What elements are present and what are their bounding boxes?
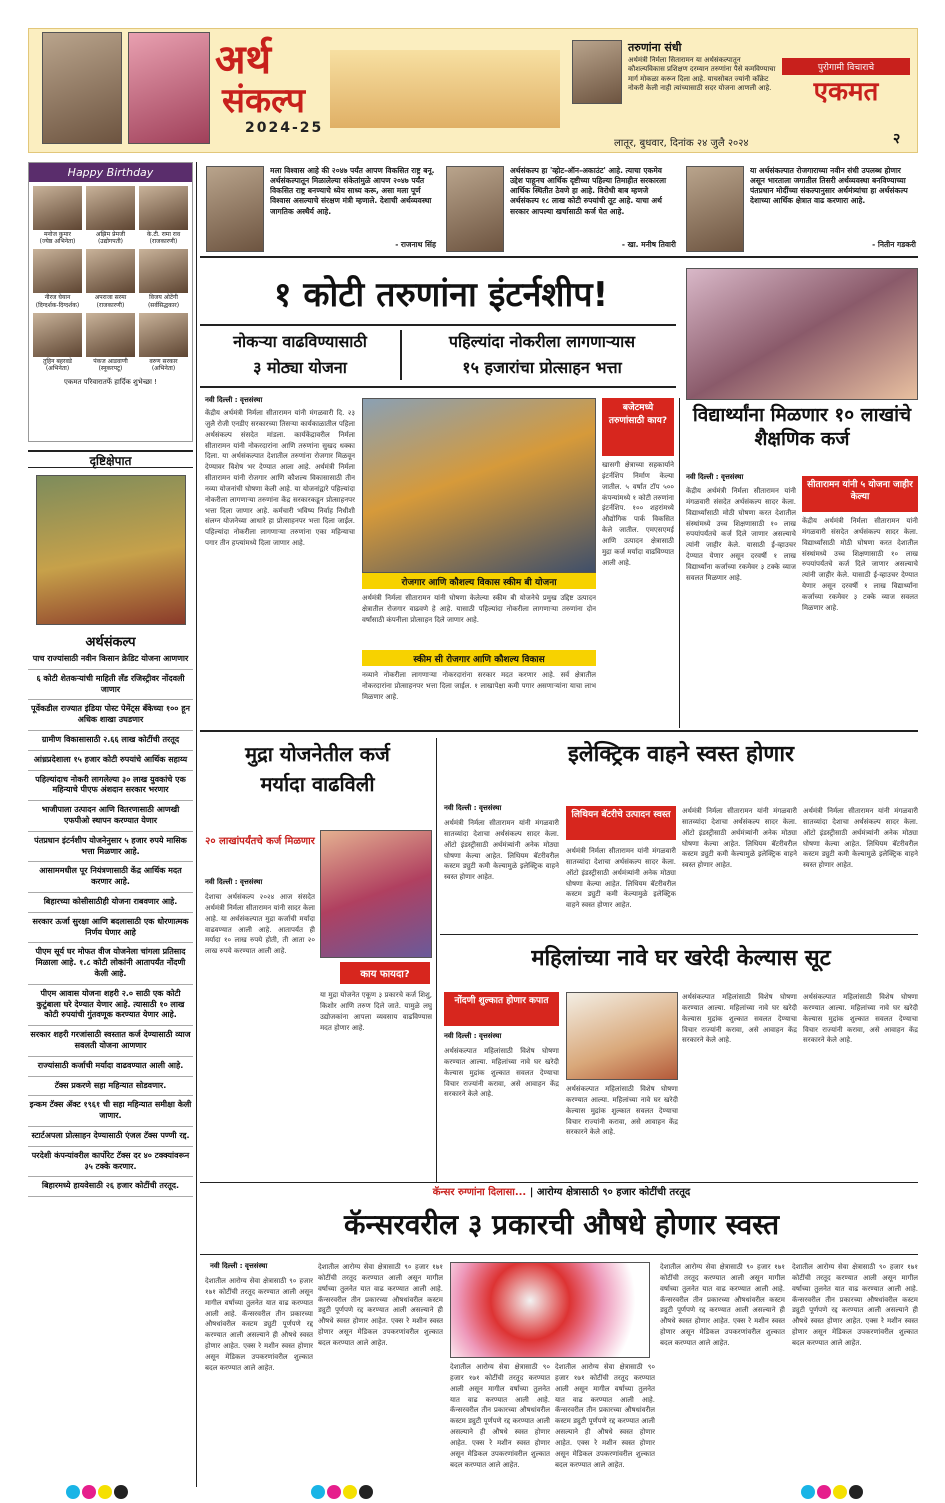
- birthday-name: के.टी. रामा राव: [146, 231, 181, 238]
- education-dateline: नवी दिल्ली : वृत्तसंस्था: [686, 473, 744, 481]
- drushti-point: सरकार ऊर्जा सुरक्षा आणि बदलासाठी एक धोरणात्मक निर्णय घेणार आहे: [28, 913, 193, 944]
- women-body-1: अर्थसंकल्पात महिलांसाठी विशेष घोषणा करण्यात आल्या. महिलांच्या नावे घर खरेदी केल्यास मुद्रांक शुल्कात सवलत देण्याचा विचार राज्यांनी करावा, असे आवाहन केंद्र सरकारने केले आहे.: [444, 1047, 559, 1099]
- drushti-point: आसाममधील पूर नियंत्रणासाठी केंद्र आर्थिक मदत करणार आहे.: [28, 862, 193, 893]
- page-number: २: [893, 131, 901, 147]
- birthday-person: [86, 313, 135, 372]
- sub-right-2: १५ हजारांचा प्रोत्साहन भत्ता: [462, 358, 622, 377]
- mudra-headline-1: मुद्रा योजनेतील कर्ज: [245, 742, 390, 766]
- birthday-role: (सर्वसिद्धकार): [147, 301, 180, 309]
- birthday-person: [33, 249, 82, 308]
- scheme-c-body: नव्याने नोकरीला लागणाऱ्या नोकरदारांना सरकार मदत करणार आहे. सर्व क्षेत्रातील नोकरदारांना प्रोत्साहनपर भत्ता दिला जाईल. १ लाखापेक्षा कमी पगार असणाऱ्यांना याचा लाभ मिळणार आहे.: [362, 671, 596, 701]
- birthday-person: [86, 186, 135, 245]
- ev-body-4: अर्थमंत्री निर्मला सीतारामन यांनी मंगळवारी सातव्यांदा देशाचा अर्थसंकल्प सादर केला. ऑटो इंडस्ट्रीसाठी अर्थमंत्र्यांनी अनेक मोठ्या घोषणा केल्या आहेत. लिथियम बॅटरीवरील कस्टम ड्युटी कमी केल्यामुळे इलेक्ट्रिक वाहने स्वस्त होणार आहेत.: [803, 807, 918, 870]
- birthday-person: [139, 249, 188, 308]
- birthday-photo: [139, 249, 188, 293]
- header-illustration: [330, 50, 560, 128]
- leader-photo-2: [128, 32, 210, 144]
- mudra-divider: [436, 738, 437, 1182]
- quote-photo: [686, 166, 744, 252]
- birthday-photo: [139, 186, 188, 230]
- birthday-role: (अभिनेता): [45, 364, 70, 372]
- birthday-photo: [33, 186, 82, 230]
- birthday-name: विजय ओटेंगी: [149, 294, 178, 302]
- section-rule-4: [200, 1254, 918, 1255]
- birthday-name: नीरज घेयान: [44, 294, 71, 302]
- birthday-person: [86, 249, 135, 308]
- birthday-person: [139, 313, 188, 372]
- women-body-3: अर्थसंकल्पात महिलांसाठी विशेष घोषणा करण्यात आल्या. महिलांच्या नावे घर खरेदी केल्यास मुद्रांक शुल्कात सवलत देण्याचा विचार राज्यांनी करावा, असे आवाहन केंद्र सरकारने केले आहे.: [682, 993, 797, 1045]
- birthday-grid: [29, 182, 192, 376]
- mudra-benefit-box: काय फायदा?: [340, 962, 430, 984]
- sub-rule: [200, 386, 676, 388]
- mudra-body: देशाचा अर्थसंकल्प २०२४ आज संसदेत अर्थमंत्री निर्मला सीतारामन यांनी सादर केला आहे. या अर्थसंकल्पात मुद्रा कर्जाची मर्यादा वाढवण्यात आली आहे. आतापर्यंत ही मर्यादा १० लाख रुपये होती, ती आता २० लाख रुपये करण्यात आली आहे.: [205, 893, 315, 956]
- cancer-body-5: देशातील आरोग्य सेवा क्षेत्रासाठी ९० हजार १७१ कोटींची तरतूद करण्यात आली असून मागील वर्षाच्या तुलनेत यात वाढ करण्यात आली आहे. कॅन्सरवरील तीन प्रकारच्या औषधांवरील कस्टम ड्युटी पूर्णपणे रद्द करण्यात आली असल्याने ही औषधे स्वस्त होणार आहेत. एक्स रे मशीन स्वस्त होणार असून मेडिकल उपकरणांवरील शुल्कात बदल करण्यात आले आहेत.: [660, 1263, 785, 1347]
- main-body: केंद्रीय अर्थमंत्री निर्मला सीतारामन यांनी मंगळवारी दि. २३ जुलै रोजी एनडीए सरकारच्या तिसऱ्या कार्यकाळातील पहिला अर्थसंकल्प संसदेत मांडला. कार्यकेंद्रावरील निर्मला सीतारामन यांनी नोकरदारांना आणि तरुणांना सुखद धक्का दिला. या अर्थसंकल्पात देशातील तरुणांना रोजगार मिळवून देण्यावर विशेष भर देण्यात आला आहे. अर्थमंत्री निर्मला सीतारामन यांनी रोजगार आणि कौशल्य विकासासाठी तीन नव्या योजनांची घोषणा केली आहे. या योजनांद्वारे पहिल्यांदा नोकरीला लागणाऱ्या तरुणांना केंद्र सरकारकडून प्रोत्साहनपर भत्ता दिला जाणार आहे. कर्मचारी भविष्य निर्वाह निधीशी संलग्न योजनेच्या आधारे हा प्रोत्साहनपर भत्ता दिला जाईल. पहिल्यांदा नोकरीला लागणाऱ्या तरुणांना एका महिन्याचा पगार तीन हप्त्यांमध्ये दिला जाणार आहे.: [205, 409, 355, 548]
- drushti-point: भाजीपाला उत्पादन आणि वितरणासाठी आणखी एफपीओ स्थापन करण्यात येणार: [28, 801, 193, 832]
- budget-logo-line1: अर्थ: [215, 37, 272, 83]
- drushti-point: पाच राज्यांसाठी नवीन किसान क्रेडिट योजना आणणार: [28, 650, 193, 670]
- cancer-kicker: कॅन्सर रुग्णांना दिलासा... | आरोग्य क्षेत्रासाठी ९० हजार कोटींची तरतूद: [432, 1187, 691, 1198]
- drushti-point: बिहारमध्ये हायवेसाठी २६ हजार कोटींची तरतूद.: [28, 1177, 193, 1197]
- birthday-photo: [139, 313, 188, 357]
- cancer-kicker-2: आरोग्य क्षेत्रासाठी ९० हजार कोटींची तरतूद: [536, 1187, 691, 1198]
- education-body-2: केंद्रीय अर्थमंत्री निर्मला सीतारामन यांनी मंगळवारी संसदेत अर्थसंकल्प सादर केला. विद्यार्थ्यांसाठी मोठी घोषणा करत देशातील संस्थांमध्ये उच्च शिक्षणासाठी १० लाख रुपयांपर्यंतचे कर्ज दिले जाणार असल्याचे त्यांनी जाहीर केले. यासाठी ई-व्हाउचर देण्यात येणार असून दरवर्षी १ लाख विद्यार्थ्यांना कर्जाच्या रकमेवर ३ टक्के व्याज सवलत मिळणार आहे.: [802, 517, 918, 612]
- leader-photo-1: [42, 32, 122, 144]
- quote-photo: [446, 166, 504, 252]
- section-rule-1: [200, 730, 918, 732]
- drushti-point: परदेशी कंपन्यांवरील कार्पोरेट टॅक्स दर ४० टक्क्यांवरून ३५ टक्के करणार.: [28, 1147, 193, 1178]
- drushti-point: बिहारच्या कोसीसाठीही योजना राबवणार आहे.: [28, 893, 193, 913]
- budget-logo-line2: संकल्प: [222, 81, 305, 121]
- registration-dots-right: [800, 1484, 864, 1503]
- mudra-dateline: नवी दिल्ली : वृत्तसंस्था: [205, 878, 263, 886]
- youth-question-body: खासगी क्षेत्राच्या सहकार्याने इंटर्नशिप निर्माण केल्या जातील. ५ वर्षांत टॉप ५०० कंपन्यांमध्ये १ कोटी तरुणांना इंटर्नशिप. १०० शहरांमध्ये औद्योगिक पार्क विकसित केले जातील. एमएसएमई आणि उत्पादन क्षेत्रासाठी मुद्रा कर्ज मर्यादा वाढविण्यात आली आहे.: [602, 461, 674, 567]
- scheme-b-body: अर्थमंत्री निर्मला सीतारामन यांनी घोषणा केलेल्या स्कीम बी योजनेचे प्रमुख उद्दिष्ट उत्पादन क्षेत्रातील रोजगार वाढवणे हे आहे. यासाठी पहिल्यांदा नोकरीला लागणाऱ्या तरुणांना दोन वर्षांसाठी कंपनीला प्रोत्साहन दिले जाणार आहे.: [362, 594, 596, 624]
- registration-dots-mid: [310, 1484, 374, 1503]
- birthday-name: वरुण सरकार: [149, 357, 178, 365]
- main-headline: १ कोटी तरुणांना इंटर्नशीप!: [273, 275, 609, 315]
- drushti-point: पंतप्रधान इंटर्नशीप योजनेनुसार ५ हजार रुपये मासिक भत्ता मिळणार आहे.: [28, 832, 193, 863]
- drushti-point: सरकार शहरी गरजांसाठी स्वस्तात कर्ज देण्यासाठी व्याज सवलती योजना आणणार: [28, 1026, 193, 1057]
- students-photo: [572, 40, 622, 104]
- birthday-name: पंकज आडवाणी: [93, 357, 128, 365]
- education-box: सीतारामन यांनी ५ योजना जाहीर केल्या: [802, 476, 918, 512]
- tarun-text: अर्थमंत्री निर्मला सितारामन या अर्थसंकल्पातून कौशल्यविकास प्रशिक्षण दरम्यान तरुणांना पैसे कमविण्याचा मार्ग मोकळा करून दिला आहे. याचसोबत ज्यांनी काँक्रेट नोकरी केली नाही त्यांच्यासाठी सदर योजना आणली आहे.: [628, 56, 776, 93]
- education-body-1: केंद्रीय अर्थमंत्री निर्मला सीतारामन यांनी मंगळवारी संसदेत अर्थसंकल्प सादर केला. विद्यार्थ्यांसाठी मोठी घोषणा करत देशातील संस्थांमध्ये उच्च शिक्षणासाठी १० लाख रुपयांपर्यंतचे कर्ज दिले जाणार असल्याचे त्यांनी जाहीर केले. यासाठी ई-व्हाउचर देण्यात येणार असून दरवर्षी १ लाख विद्यार्थ्यांना कर्जाच्या रकमेवर ३ टक्के व्याज सवलत मिळणार आहे.: [686, 487, 796, 582]
- birthday-photo: [86, 313, 135, 357]
- sub-right-1: पहिल्यांदा नोकरीला लागणाऱ्यास: [448, 332, 636, 351]
- women-box: नोंदणी शुल्कात होणार कपात: [444, 992, 559, 1026]
- cancer-dateline: नवी दिल्ली : वृत्तसंस्था: [210, 1262, 268, 1270]
- drushti-point: पूर्वेकडील राज्यात इंडिया पोस्ट पेमेंट्स बँकेच्या १०० हून अधिक शाखा उघडणार: [28, 700, 193, 731]
- scheme-c-title: स्कीम सी रोजगार आणि कौशल्य विकास: [362, 650, 596, 666]
- ev-body-3: अर्थमंत्री निर्मला सीतारामन यांनी मंगळवारी सातव्यांदा देशाचा अर्थसंकल्प सादर केला. ऑटो इंडस्ट्रीसाठी अर्थमंत्र्यांनी अनेक मोठ्या घोषणा केल्या आहेत. लिथियम बॅटरीवरील कस्टम ड्युटी कमी केल्यामुळे इलेक्ट्रिक वाहने स्वस्त होणार आहेत.: [682, 807, 797, 870]
- birthday-box: [28, 162, 193, 442]
- women-body-2: अर्थसंकल्पात महिलांसाठी विशेष घोषणा करण्यात आल्या. महिलांच्या नावे घर खरेदी केल्यास मुद्रांक शुल्कात सवलत देण्याचा विचार राज्यांनी करावा, असे आवाहन केंद्र सरकारने केले आहे.: [566, 1085, 678, 1137]
- sub-divider: [400, 330, 402, 380]
- drushti-point: ६ कोटी शेतकऱ्यांची माहिती लँड रजिस्ट्रीवर नोंदवली जाणार: [28, 670, 193, 701]
- cancer-kicker-1: कॅन्सर रुग्णांना दिलासा...: [432, 1187, 527, 1198]
- quote-signature: - खा. मनीष तिवारी: [621, 240, 676, 249]
- budget-year: 2024-25: [245, 120, 324, 136]
- quote-signature: - नितीन गडकरी: [872, 240, 916, 249]
- cancer-body-6: देशातील आरोग्य सेवा क्षेत्रासाठी ९० हजार १७१ कोटींची तरतूद करण्यात आली असून मागील वर्षाच्या तुलनेत यात वाढ करण्यात आली आहे. कॅन्सरवरील तीन प्रकारच्या औषधांवरील कस्टम ड्युटी पूर्णपणे रद्द करण्यात आली असल्याने ही औषधे स्वस्त होणार आहेत. एक्स रे मशीन स्वस्त होणार असून मेडिकल उपकरणांवरील शुल्कात बदल करण्यात आले आहेत.: [792, 1263, 918, 1347]
- cancer-body-4: देशातील आरोग्य सेवा क्षेत्रासाठी ९० हजार १७१ कोटींची तरतूद करण्यात आली असून मागील वर्षाच्या तुलनेत यात वाढ करण्यात आली आहे. कॅन्सरवरील तीन प्रकारच्या औषधांवरील कस्टम ड्युटी पूर्णपणे रद्द करण्यात आली असल्याने ही औषधे स्वस्त होणार आहेत. एक्स रे मशीन स्वस्त होणार असून मेडिकल उपकरणांवरील शुल्कात बदल करण्यात आले आहेत.: [555, 1363, 655, 1469]
- drushti-point: स्टार्टअपला प्रोत्साहन देण्यासाठी एंजल टॅक्स पण्णी रद्द.: [28, 1127, 193, 1147]
- quote-signature: - राजनाथ सिंह: [395, 240, 436, 249]
- workers-photo: [362, 398, 596, 573]
- birthday-photo: [86, 249, 135, 293]
- ev-body-1: अर्थमंत्री निर्मला सीतारामन यांनी मंगळवारी सातव्यांदा देशाचा अर्थसंकल्प सादर केला. ऑटो इंडस्ट्रीसाठी अर्थमंत्र्यांनी अनेक मोठ्या घोषणा केल्या आहेत. लिथियम बॅटरीवरील कस्टम ड्युटी कमी केल्यामुळे इलेक्ट्रिक वाहने स्वस्त होणार आहेत.: [444, 819, 559, 882]
- cancer-body-2: देशातील आरोग्य सेवा क्षेत्रासाठी ९० हजार १७१ कोटींची तरतूद करण्यात आली असून मागील वर्षाच्या तुलनेत यात वाढ करण्यात आली आहे. कॅन्सरवरील तीन प्रकारच्या औषधांवरील कस्टम ड्युटी पूर्णपणे रद्द करण्यात आली असल्याने ही औषधे स्वस्त होणार आहेत. एक्स रे मशीन स्वस्त होणार असून मेडिकल उपकरणांवरील शुल्कात बदल करण्यात आले आहेत.: [318, 1263, 443, 1347]
- birthday-role: (अभिनेता): [151, 364, 176, 372]
- ev-headline: इलेक्ट्रिक वाहने स्वस्त होणार: [567, 742, 795, 767]
- youth-question-box: बजेटमध्ये तरुणांसाठी काय?: [602, 398, 674, 456]
- tagline: पुरोगामी विचाराचे: [782, 58, 910, 75]
- drushti-list: [28, 650, 193, 1485]
- column-divider: [196, 162, 197, 1487]
- masthead: एकमत: [813, 77, 879, 107]
- birthday-wish: एकमत परिवारातर्फे हार्दिक शुभेच्छा !: [64, 378, 157, 387]
- birthday-photo: [33, 249, 82, 293]
- cancer-body-1: देशातील आरोग्य सेवा क्षेत्रासाठी ९० हजार १७१ कोटींची तरतूद करण्यात आली असून मागील वर्षाच्या तुलनेत यात वाढ करण्यात आली आहे. कॅन्सरवरील तीन प्रकारच्या औषधांवरील कस्टम ड्युटी पूर्णपणे रद्द करण्यात आली असल्याने ही औषधे स्वस्त होणार आहेत. एक्स रे मशीन स्वस्त होणार असून मेडिकल उपकरणांवरील शुल्कात बदल करण्यात आले आहेत.: [205, 1277, 313, 1372]
- quote-photo: [206, 166, 264, 252]
- birthday-role: (राजकारणी): [149, 238, 178, 246]
- drushti-point: ग्रामीण विकासासाठी २.६६ लाख कोटींची तरतूद: [28, 731, 193, 751]
- section-rule-2: [440, 934, 918, 935]
- cancer-headline: कॅन्सरवरील ३ प्रकारची औषधे होणार स्वस्त: [343, 1208, 780, 1241]
- quote-text: मला विश्वास आहे की २०४७ पर्यंत आपण विकसित राष्ट्र बनू. अर्थसंकल्पातून मिळालेल्या संकेतांमुळे आपण २०४७ पर्यंत विकसित राष्ट्र बनण्याचे ध्येय साध्य करू, असा मला पूर्ण विश्वास असल्याचे संरक्षण मंत्री म्हणाले. देशाची अर्थव्यवस्था जागतिक अस्थैर्य आहे.: [270, 166, 435, 216]
- birthday-person: [33, 186, 82, 245]
- birthday-name: अपराजा सरमा: [94, 294, 127, 302]
- birthday-role: (ज्येष्ठ अभिनेता): [39, 238, 76, 246]
- drushti-point: आंध्रप्रदेशाला १५ हजार कोटी रुपयांचे आर्थिक सहाय्य: [28, 751, 193, 771]
- quote-text: या अर्थसंकल्पात रोजगाराच्या नवीन संधी उपलब्ध होणार असून भारताला जगातील तिसरी अर्थव्यवस्था बनविण्याच्या पंतप्रधान मोदींच्या संकल्पानुसार अर्थमंत्र्यांचा हा अर्थसंकल्प देशाच्या आर्थिक क्षेत्रात वाढ करणारा आहे.: [750, 166, 908, 206]
- headline-rule: [200, 324, 676, 326]
- birthday-person: [139, 186, 188, 245]
- drushti-point: टॅक्स प्रकरणे सहा महिन्यात सोडवणार.: [28, 1077, 193, 1097]
- drushti-heading: अर्थसंकल्प: [85, 635, 136, 650]
- ev-box: लिथियन बॅटरीचे उत्पादन स्वस्त: [566, 806, 676, 840]
- mudra-sub: २० लाखांपर्यंतचे कर्ज मिळणार: [205, 836, 315, 847]
- birthday-name: तुहिन बहरवडे: [42, 357, 72, 365]
- main-dateline: नवी दिल्ली : वृत्तसंस्था: [205, 396, 263, 404]
- sub-left-1: नोकऱ्या वाढविण्यासाठी: [233, 332, 367, 351]
- birthday-role: (राजकारणी): [96, 301, 125, 309]
- education-headline: विद्यार्थ्यांना मिळणार १० लाखांचे शैक्षणिक कर्ज: [692, 404, 912, 450]
- birthday-photo: [86, 186, 135, 230]
- ev-body-2: अर्थमंत्री निर्मला सीतारामन यांनी मंगळवारी सातव्यांदा देशाचा अर्थसंकल्प सादर केला. ऑटो इंडस्ट्रीसाठी अर्थमंत्र्यांनी अनेक मोठ्या घोषणा केल्या आहेत. लिथियम बॅटरीवरील कस्टम ड्युटी कमी केल्यामुळे इलेक्ट्रिक वाहने स्वस्त होणार आहेत.: [566, 847, 676, 910]
- birthday-photo: [33, 313, 82, 357]
- women-dateline: नवी दिल्ली : वृत्तसंस्था: [444, 1032, 502, 1040]
- cancer-body-3: देशातील आरोग्य सेवा क्षेत्रासाठी ९० हजार १७१ कोटींची तरतूद करण्यात आली असून मागील वर्षाच्या तुलनेत यात वाढ करण्यात आली आहे. कॅन्सरवरील तीन प्रकारच्या औषधांवरील कस्टम ड्युटी पूर्णपणे रद्द करण्यात आली असल्याने ही औषधे स्वस्त होणार आहेत. एक्स रे मशीन स्वस्त होणार असून मेडिकल उपकरणांवरील शुल्कात बदल करण्यात आले आहेत.: [450, 1363, 550, 1469]
- birthday-role: (दिग्दर्शक-दिग्दर्शक): [35, 301, 80, 309]
- drushti-title: दृष्टिक्षेपात: [28, 450, 193, 468]
- women-headline: महिलांच्या नावे घर खरेदी केल्यास सूट: [531, 946, 831, 971]
- drushti-point: इन्कम टॅक्स ॲक्ट १९६१ ची सहा महिन्यात समीक्षा केली जाणार.: [28, 1096, 193, 1127]
- quote-text: अर्थसंकल्प हा 'व्होट-ऑन-अकाउंट' आहे. त्याचा एकमेव उद्देश पाहूनच आर्थिक दृष्टीच्या पहिल्या तिमाहीत सरकारला आर्थिक स्थितीत ठेवणे हा आहे. विरोधी बाब म्हणजे अर्थसंकल्प १८ लाख कोटी रुपयांची तूट आहे. याचा अर्थ सरकार आपल्या खर्चासाठी कर्ज घेत आहे.: [510, 166, 667, 216]
- mudra-benefit-body: या मुद्रा योजनेत एकूण ३ प्रकारचे कर्ज शिशु, किशोर आणि तरुण दिले जाते. यामुळे लघु उद्योजकांना आपला व्यवसाय वाढविण्यास मदत होणार आहे.: [320, 991, 432, 1032]
- birthday-name: मनोज कुमार: [43, 231, 72, 238]
- registration-dots-left: [65, 1484, 129, 1503]
- drushti-point: पहिल्यांदाच नोकरी लागलेल्या ३० लाख युवकांचे एक महिन्याचे पीएफ अंशदान सरकार भरणार: [28, 771, 193, 802]
- students-group-photo: [686, 268, 918, 400]
- birthday-role: (स्नूकरपटू): [98, 364, 123, 372]
- house-keys-photo: [566, 992, 678, 1080]
- birthday-name: अझिम प्रेमजी: [95, 231, 126, 238]
- drushti-point: पीएम सूर्य घर मोफत वीज योजनेला चांगला प्रतिसाद मिळाला आहे. १.८ कोटी लोकांनी आतापर्यंत नोंदणी केली आहे.: [28, 943, 193, 984]
- dateline: लातूर, बुधवार, दिनांक २४ जुलै २०२४: [614, 138, 749, 149]
- tailoring-photo: [320, 830, 432, 958]
- scheme-b-title: रोजगार आणि कौशल्य विकास स्कीम बी योजना: [362, 573, 596, 589]
- drushti-point: पीएम आवास योजना शहरी २.० साठी एक कोटी कुटुंबाला घरे देण्यात येणार आहे. त्यासाठी १० लाख कोटी रुपयांची गुंतवणूक करण्यात येणार आहे.: [28, 985, 193, 1026]
- medicine-photo: [450, 1262, 650, 1358]
- birthday-title: Happy Birthday: [29, 163, 192, 182]
- mudra-headline-2: मर्यादा वाढविली: [260, 772, 375, 796]
- section-rule-3: [200, 1182, 918, 1183]
- birthday-person: [33, 313, 82, 372]
- women-body-4: अर्थसंकल्पात महिलांसाठी विशेष घोषणा करण्यात आल्या. महिलांच्या नावे घर खरेदी केल्यास मुद्रांक शुल्कात सवलत देण्याचा विचार राज्यांनी करावा, असे आवाहन केंद्र सरकारने केले आहे.: [803, 993, 918, 1045]
- sub-left-2: ३ मोठ्या योजना: [253, 358, 347, 377]
- birthday-role: (उद्योगपती): [97, 238, 124, 246]
- finance-minister-photo: [36, 475, 186, 625]
- education-divider: [679, 398, 680, 728]
- tarun-title: तरुणांना संधी: [628, 41, 682, 54]
- ev-dateline: नवी दिल्ली : वृत्तसंस्था: [444, 804, 502, 812]
- drushti-point: राज्यांसाठी कर्जाची मर्यादा वाढवण्यात आली आहे.: [28, 1057, 193, 1077]
